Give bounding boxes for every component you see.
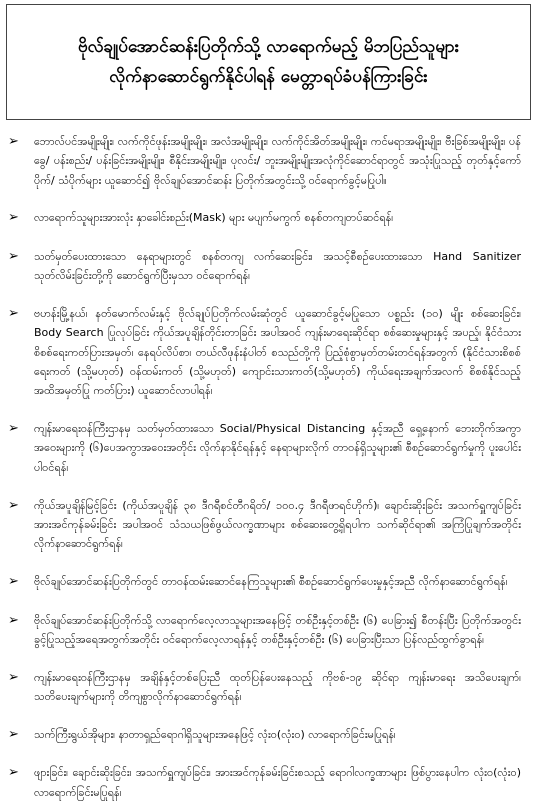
list-item bbox=[6, 725, 531, 745]
arrow-bullet-icon: ➢ bbox=[8, 765, 19, 781]
list-item-text: ဗဟန်းမြို့နယ်၊ နတ်မောက်လမ်းနှင့် ဗိုလ်ချုပ်ပြတိုက်လမ်းဆုံတွင် ယူဆောင်ခွင့်မပြုသော ပစ္စည်း (၁၀) မျိုး စစ်ဆေးခြင်း၊ Body Search ပြုလုပ်ခြင်း ကိုယ်အပူချိန်တိုင်းတာခြင်း အပါအဝင် ကျန်းမာရေးဆိုင်ရာ စစ်ဆေးမှုများနှင့် အပည့်၊ နိုင်ငံသားစိစစ်ရေးကတ်ပြားအမှတ်၊ နေရပ်လိပ်စာ၊ တယ်လီဖုန်းနံပါတ် စသည်တို့ကို ပြည့်စုံစွာမှတ်တမ်းတင်ရန်အတွက် (နိုင်ငံသားစိစစ်ရေးကတ် (သို့မဟုတ်) ဝန်ထမ်းကတ် (သို့မဟုတ်) ကျောင်းသားကတ်(သို့မဟုတ်) ကိုယ်ရေးအချက်အလက် စိစစ်နိုင်သည့် အထိအမှတ်ပြု ကတ်ပြား) ယူဆောင်လာပါရန်၊ bbox=[34, 307, 521, 398]
arrow-bullet-icon: ➢ bbox=[8, 210, 19, 226]
title-banner bbox=[6, 4, 531, 120]
arrow-bullet-icon: ➢ bbox=[8, 497, 19, 513]
list-item-text: ကျန်းမာရေးဝန်ကြီးဌာနမှ အချိန်နှင့်တစ်ပြေးညီ ထုတ်ပြန်ပေးနေသည့် ကိုဗစ်-၁၉ ဆိုင်ရာ ကျန်းမာရေး အသိပေးချက်၊ သတိပေးချက်များကို တိကျစွာလိုက်နာဆောင်ရွက်ရန်၊ bbox=[34, 670, 521, 704]
arrow-bullet-icon: ➢ bbox=[8, 612, 19, 628]
list-item bbox=[6, 304, 531, 400]
arrow-bullet-icon: ➢ bbox=[8, 421, 19, 437]
list-item-text: လာရောက်သူများအားလုံး နှာခေါင်းစည်း(Mask) များ မပျက်မကွက် စနစ်တကျတပ်ဆင်ရန်၊ bbox=[34, 211, 394, 225]
list-item bbox=[6, 132, 531, 190]
list-item-text: ဘောလ်ပင်အမျိုးမျိုး၊ လက်ကိုင်ဖုန်းအမျိုးမျိုး၊ အလံအမျိုးမျိုး၊ လက်ကိုင်အိတ်အမျိုးမျိုး၊ ကင်မရာအမျိုးမျိုး၊ ဗီးခြစ်အမျိုးမျိုး၊ ပန်ခွေ/ ပန်းစည်း/ ပန်းခြင်းအမျိုးမျိုး၊ စီနိုင်းအမျိုးမျိုး၊ ပုလင်း/ ဘူးအမျိုးမျိုးအလုံကိုင်ဆောင်ရာတွင် အသုံးပြုသည့် တုတ်နှင့်ကော်ပိုက်/ သံပိုက်များ ယူဆောင်၍ ဗိုလ်ချုပ်အောင်ဆန်း ပြတိုက်အတွင်းသို့ ဝင်ရောက်ခွင့်မပြုပါ။ bbox=[34, 135, 521, 187]
list-item-text: ကျန်းမာရေးဝန်ကြီးဌာနမှ သတ်မှတ်ထားသော Social/Physical Distancing နှင့်အညီ ရှေ့နောက် ဘေးတိုက်အကွာအဝေးများကို (၆)ပေအကွာအဝေးအတိုင်း လိုက်နာနိုင်ရန်နှင့် နေရာများလိုက် တာဝန်ရှိသူများ၏ စီစဉ်ဆောင်ရွက်မှုကို ပူးပေါင်းပါဝင်ရန်၊ bbox=[34, 422, 521, 474]
list-item bbox=[6, 496, 531, 554]
list-item bbox=[6, 763, 531, 802]
list-item-text: ဖျားခြင်း၊ ချောင်းဆိုးခြင်း၊ အသက်ရှူကျပ်ခြင်း၊ အားအင်ကုန်ခမ်းခြင်းစသည့် ရောဂါလက္ခဏာများ ဖြစ်ပွားနေပါက လုံးဝ(လုံးဝ) လာရောက်ခြင်းမပြုရန်၊ bbox=[34, 766, 521, 799]
list-item bbox=[6, 208, 531, 228]
instruction-list bbox=[6, 132, 531, 802]
list-item bbox=[6, 419, 531, 477]
list-item bbox=[6, 572, 531, 592]
arrow-bullet-icon: ➢ bbox=[8, 248, 19, 264]
list-item-text: ဗိုလ်ချုပ်အောင်ဆန်းပြတိုက်တွင် တာဝန်ထမ်းဆောင်နေကြသူများ၏ စီစဉ်ဆောင်ရွက်ပေးမှုနှင့်အညီ လိုက်နာဆောင်ရွက်ရန်၊ bbox=[34, 575, 508, 589]
list-item-text: ဗိုလ်ချုပ်အောင်ဆန်းပြတိုက်သို့ လာရောက်လေ့လာသူများအနေဖြင့် တစ်ဦးနှင့်တစ်ဦး (၆) ပေခြား၍ စီတန်းပြီး ပြတိုက်အတွင်း ခွင့်ပြုသည့်အရေအတွက်အတိုင်း ဝင်ရောက်လေ့လာရန်နှင့် တစ်ဦးနှင့်တစ်ဦး (၆) ပေခြားပြီးသာ ပြန်လည်ထွက်ခွာရန်၊ bbox=[34, 613, 521, 646]
list-item-text: ကိုယ်အပူချိန်မြင့်ခြင်း (ကိုယ်အပူချိန် ၃၈ ဒီဂရီစင်တီဂရိတ်/ ၁၀၀.၄ ဒီဂရီဖာရင်ဟိုက်)၊ ချောင်းဆိုးခြင်း အသက်ရှူကျပ်ခြင်း အားအင်ကုန်ခမ်းခြင်း အပါအဝင် သံသယဖြစ်ဖွယ်လက္ခဏာများ စစ်ဆေးတွေ့ရှိရပါက သက်ဆိုင်ရာ၏ အကြံပြုချက်အတိုင်း လိုက်နာဆောင်ရွက်ရန်၊ bbox=[34, 498, 521, 551]
arrow-bullet-icon: ➢ bbox=[8, 134, 19, 149]
list-item bbox=[6, 668, 531, 707]
arrow-bullet-icon: ➢ bbox=[8, 669, 19, 685]
list-item bbox=[6, 611, 531, 650]
list-item bbox=[6, 247, 531, 286]
arrow-bullet-icon: ➢ bbox=[8, 306, 19, 322]
list-item-text: သက်ကြီးရွယ်အိုများ၊ နာတာရှည်ရောဂါရှိသူများအနေဖြင့် လုံးဝ(လုံးဝ) လာရောက်ခြင်းမပြုရန်၊ bbox=[34, 727, 396, 741]
title-line-1: ဗိုလ်ချုပ်အောင်ဆန်းပြတိုက်သို့ လာရောက်မည့် မိဘပြည်သူများ bbox=[77, 37, 460, 57]
title-line-2: လိုက်နာဆောင်ရွက်နိုင်ပါရန် မေတ္တာရပ်ခံပန်ကြားခြင်း bbox=[109, 67, 428, 87]
arrow-bullet-icon: ➢ bbox=[8, 726, 19, 742]
list-item-text: သတ်မှတ်ပေးထားသော နေရာများတွင် စနစ်တကျ လက်ဆေးခြင်း၊ အသင့်စီစဉ်ပေးထားသော Hand Sanitizer သုတ်လိမ်းခြင်းတို့ကို ဆောင်ရွက်ပြီးမှသာ ဝင်ရောက်ရန်၊ bbox=[34, 249, 521, 283]
arrow-bullet-icon: ➢ bbox=[8, 574, 19, 590]
